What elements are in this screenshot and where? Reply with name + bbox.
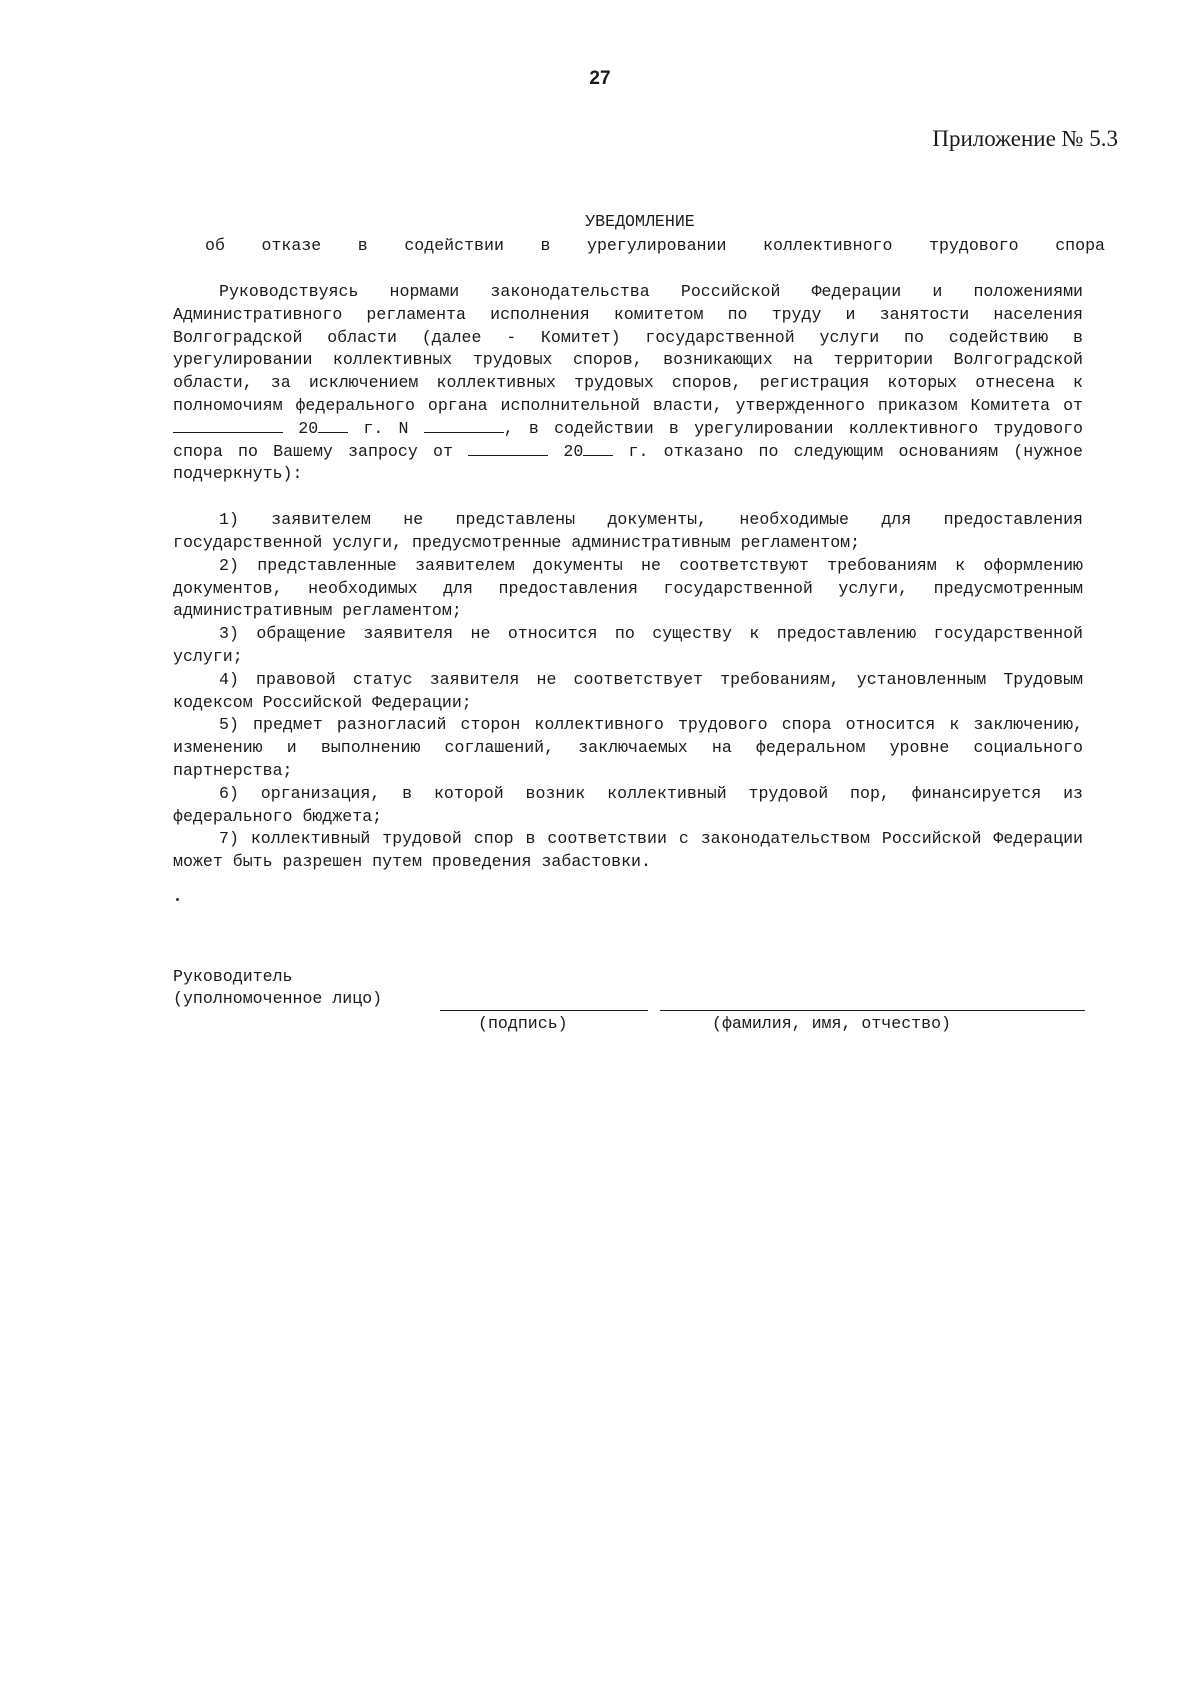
appendix-label: Приложение № 5.3 bbox=[932, 126, 1118, 151]
signature-caption: (подпись) bbox=[478, 1014, 568, 1033]
request-date-blank bbox=[468, 441, 548, 456]
intro-text-a: Руководствуясь нормами законодательства Российской Федерации и положениями Административного регламента исполнения комитетом по труду и занятости населения Волгоградской области (далее - Комитет) государственной услуги по содействию в урегулировании коллективных трудовых споров, возникающих на территории Волгоградской области, за исключением коллективных трудовых споров, регистрация которых отнесена к полномочиям федерального органа исполнительной власти, утвержденного приказом Комитета от bbox=[173, 282, 1083, 415]
stray-dot bbox=[176, 898, 179, 901]
intro-text-e: 20 bbox=[563, 441, 584, 461]
full-name-caption: (фамилия, имя, отчество) bbox=[712, 1014, 951, 1033]
page-number: 27 bbox=[589, 68, 611, 89]
reason-item: 7) коллективный трудовой спор в соответствии с законодательством Российской Федерации может быть разрешен путем проведения забастовки. bbox=[173, 829, 1083, 872]
signature-line bbox=[440, 1010, 648, 1011]
signer-role: Руководитель bbox=[173, 967, 293, 986]
document-title: УВЕДОМЛЕНИЕ bbox=[585, 212, 695, 231]
intro-text-c: г. N bbox=[363, 418, 409, 438]
intro-text-d: , в содействии в урегулировании коллективного трудового спора по Вашему запросу от bbox=[173, 418, 1084, 461]
date-blank bbox=[173, 418, 283, 433]
intro-text-f: г. отказано по следующим основаниям (нужное подчеркнуть): bbox=[173, 441, 1083, 484]
intro-paragraph bbox=[173, 281, 1083, 486]
reasons-list bbox=[173, 509, 1083, 874]
request-year-blank bbox=[583, 441, 613, 456]
document-body bbox=[173, 281, 1083, 874]
year-blank bbox=[318, 418, 348, 433]
reason-item: 1) заявителем не представлены документы, необходимые для предоставления государственной услуги, предусмотренные административным регламентом; bbox=[173, 510, 1083, 552]
reason-item: 6) организация, в которой возник коллективный трудовой пор, финансируется из федерального бюджета; bbox=[173, 783, 1083, 826]
number-blank bbox=[424, 418, 504, 433]
reason-item: 3) обращение заявителя не относится по существу к предоставлению государственной услуги; bbox=[173, 624, 1083, 666]
reason-item: 4) правовой статус заявителя не соответствует требованиям, установленным Трудовым кодексом Российской Федерации; bbox=[173, 669, 1083, 712]
signature-block bbox=[173, 966, 1093, 1010]
document-subtitle: об отказе в содействии в урегулировании коллективного трудового спора bbox=[205, 236, 1105, 255]
intro-text-b: 20 bbox=[298, 418, 319, 438]
reason-item: 5) предмет разногласий сторон коллективного трудового спора относится к заключению, изменению и выполнению соглашений, заключаемых на федеральном уровне социального партнерства; bbox=[173, 715, 1083, 780]
signer-role-qualifier: (уполномоченное лицо) bbox=[173, 989, 383, 1008]
full-name-line bbox=[660, 1010, 1085, 1011]
reason-item: 2) представленные заявителем документы не соответствуют требованиям к оформлению документов, необходимых для предоставления государственной услуги, предусмотренным административным регламентом; bbox=[173, 555, 1083, 621]
